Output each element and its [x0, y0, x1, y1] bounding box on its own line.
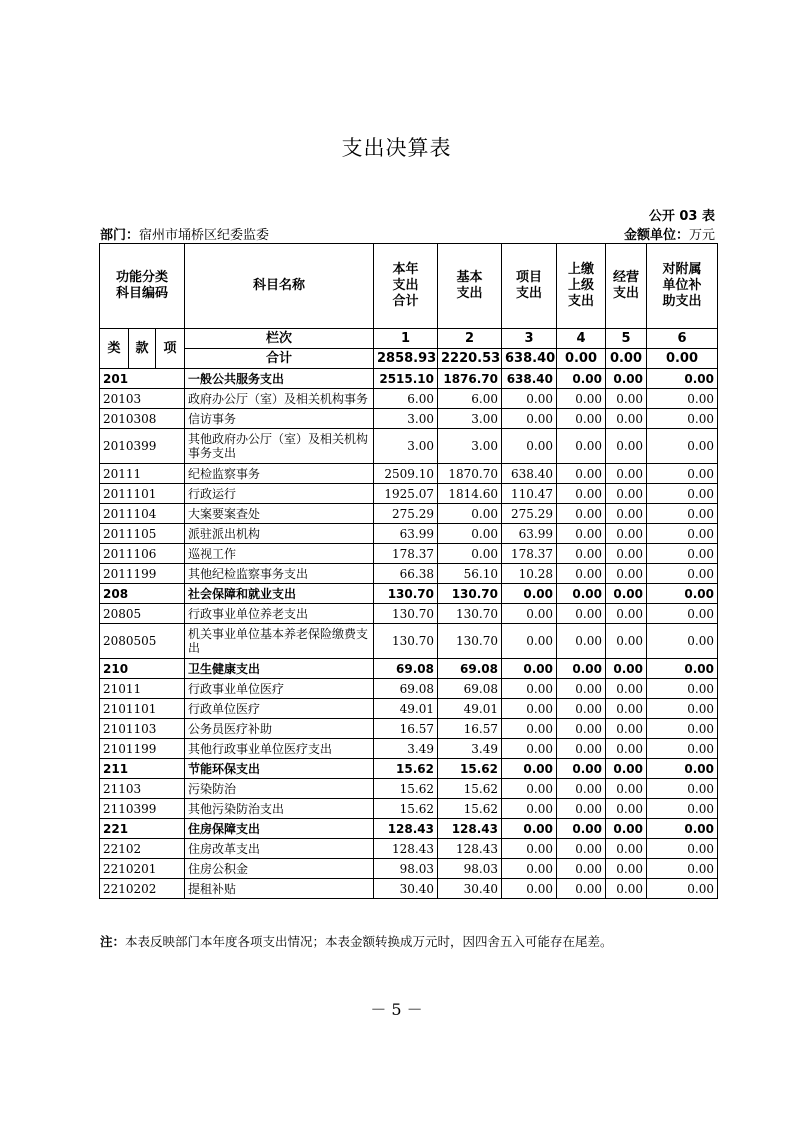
row-value: 0.00 [502, 699, 557, 719]
total-value: 638.40 [502, 349, 557, 369]
row-value: 0.00 [557, 819, 606, 839]
row-value: 0.00 [647, 859, 718, 879]
row-value: 0.00 [606, 819, 647, 839]
total-value: 2858.93 [374, 349, 438, 369]
row-value: 0.00 [647, 819, 718, 839]
row-value: 0.00 [557, 429, 606, 464]
table-row [100, 699, 718, 719]
row-value: 69.08 [438, 679, 502, 699]
column-index-4: 4 [557, 329, 606, 349]
row-value: 0.00 [647, 584, 718, 604]
row-value: 0.00 [557, 504, 606, 524]
row-code: 2101199 [100, 739, 185, 759]
header-code: 功能分类 科目编码 [100, 244, 185, 329]
row-code: 2011106 [100, 544, 185, 564]
row-value: 30.40 [438, 879, 502, 899]
row-value: 130.70 [374, 604, 438, 624]
row-value: 0.00 [557, 659, 606, 679]
row-value: 178.37 [502, 544, 557, 564]
header-upper: 上缴 上级 支出 [557, 244, 606, 329]
row-value: 0.00 [502, 879, 557, 899]
row-value: 15.62 [438, 799, 502, 819]
row-code: 2011101 [100, 484, 185, 504]
row-name: 污染防治 [185, 779, 374, 799]
row-code: 221 [100, 819, 185, 839]
page-number: － 5 － [370, 1000, 423, 1019]
table-row [100, 504, 718, 524]
row-value: 0.00 [557, 879, 606, 899]
row-value: 30.40 [374, 879, 438, 899]
header-project: 项目 支出 [502, 244, 557, 329]
table-row [100, 739, 718, 759]
table-row [100, 839, 718, 859]
row-value: 0.00 [606, 779, 647, 799]
row-code: 208 [100, 584, 185, 604]
row-value: 0.00 [557, 699, 606, 719]
row-value: 3.00 [438, 409, 502, 429]
table-row [100, 389, 718, 409]
row-code: 22102 [100, 839, 185, 859]
row-value: 0.00 [647, 779, 718, 799]
table-row [100, 859, 718, 879]
row-value: 0.00 [502, 799, 557, 819]
table-row [100, 464, 718, 484]
header-xiang: 项 [156, 329, 185, 369]
row-value: 2509.10 [374, 464, 438, 484]
row-value: 3.49 [374, 739, 438, 759]
row-value: 69.08 [374, 679, 438, 699]
row-name: 巡视工作 [185, 544, 374, 564]
row-value: 0.00 [647, 464, 718, 484]
row-value: 15.62 [374, 759, 438, 779]
row-value: 3.00 [374, 409, 438, 429]
row-code: 21103 [100, 779, 185, 799]
row-value: 3.00 [438, 429, 502, 464]
row-name: 行政单位医疗 [185, 699, 374, 719]
table-row [100, 564, 718, 584]
row-name: 社会保障和就业支出 [185, 584, 374, 604]
row-value: 0.00 [606, 409, 647, 429]
row-value: 0.00 [557, 409, 606, 429]
row-value: 130.70 [374, 624, 438, 659]
row-code: 20103 [100, 389, 185, 409]
table-row [100, 484, 718, 504]
row-value: 1870.70 [438, 464, 502, 484]
row-name: 公务员医疗补助 [185, 719, 374, 739]
row-value: 0.00 [606, 389, 647, 409]
row-value: 0.00 [647, 799, 718, 819]
row-value: 0.00 [606, 604, 647, 624]
row-value: 0.00 [647, 409, 718, 429]
row-value: 0.00 [438, 524, 502, 544]
row-name: 大案要案查处 [185, 504, 374, 524]
row-value: 0.00 [606, 879, 647, 899]
row-value: 0.00 [557, 464, 606, 484]
row-value: 0.00 [647, 369, 718, 389]
row-code: 20805 [100, 604, 185, 624]
row-value: 15.62 [374, 779, 438, 799]
row-value: 0.00 [557, 564, 606, 584]
row-value: 0.00 [647, 604, 718, 624]
row-value: 0.00 [647, 839, 718, 859]
row-value: 69.08 [374, 659, 438, 679]
column-index-2: 2 [438, 329, 502, 349]
note-text: 本表反映部门本年度各项支出情况；本表金额转换成万元时，因四舍五入可能存在尾差。 [125, 934, 613, 949]
row-name: 信访事务 [185, 409, 374, 429]
header-name: 科目名称 [185, 244, 374, 329]
row-value: 0.00 [606, 464, 647, 484]
row-value: 0.00 [557, 799, 606, 819]
table-row [100, 604, 718, 624]
row-value: 110.47 [502, 484, 557, 504]
row-code: 21011 [100, 679, 185, 699]
column-index-5: 5 [606, 329, 647, 349]
row-value: 0.00 [502, 659, 557, 679]
row-value: 0.00 [606, 759, 647, 779]
row-value: 0.00 [606, 524, 647, 544]
row-value: 0.00 [606, 369, 647, 389]
row-value: 0.00 [502, 584, 557, 604]
row-value: 0.00 [438, 544, 502, 564]
row-name: 机关事业单位基本养老保险缴费支出 [185, 624, 374, 659]
row-name: 政府办公厅（室）及相关机构事务 [185, 389, 374, 409]
row-value: 0.00 [557, 604, 606, 624]
row-value: 0.00 [647, 739, 718, 759]
row-value: 56.10 [438, 564, 502, 584]
row-value: 0.00 [647, 504, 718, 524]
row-value: 0.00 [606, 679, 647, 699]
header-total: 本年 支出 合计 [374, 244, 438, 329]
note-label: 注： [100, 934, 126, 949]
row-value: 0.00 [647, 429, 718, 464]
row-code: 2101101 [100, 699, 185, 719]
row-value: 6.00 [438, 389, 502, 409]
form-number: 公开 03 表 [648, 209, 715, 224]
row-name: 住房保障支出 [185, 819, 374, 839]
total-value: 0.00 [647, 349, 718, 369]
row-value: 0.00 [606, 484, 647, 504]
table-row [100, 679, 718, 699]
row-value: 15.62 [374, 799, 438, 819]
row-code: 210 [100, 659, 185, 679]
row-code: 2010399 [100, 429, 185, 464]
row-value: 178.37 [374, 544, 438, 564]
row-value: 0.00 [502, 779, 557, 799]
row-value: 63.99 [502, 524, 557, 544]
row-value: 0.00 [557, 739, 606, 759]
row-value: 0.00 [557, 389, 606, 409]
total-value: 0.00 [606, 349, 647, 369]
row-name: 行政运行 [185, 484, 374, 504]
row-value: 0.00 [502, 739, 557, 759]
row-value: 0.00 [606, 584, 647, 604]
row-value: 0.00 [647, 679, 718, 699]
row-value: 15.62 [438, 759, 502, 779]
row-value: 275.29 [374, 504, 438, 524]
row-name: 行政事业单位医疗 [185, 679, 374, 699]
row-value: 0.00 [557, 779, 606, 799]
row-value: 0.00 [502, 719, 557, 739]
row-code: 2011105 [100, 524, 185, 544]
unit-line [624, 224, 715, 243]
row-value: 128.43 [374, 839, 438, 859]
table-row [100, 799, 718, 819]
table-row [100, 659, 718, 679]
row-value: 275.29 [502, 504, 557, 524]
row-value: 130.70 [438, 624, 502, 659]
column-index-6: 6 [647, 329, 718, 349]
row-name: 卫生健康支出 [185, 659, 374, 679]
row-value: 0.00 [606, 859, 647, 879]
row-name: 其他政府办公厅（室）及相关机构事务支出 [185, 429, 374, 464]
row-value: 638.40 [502, 369, 557, 389]
table-row [100, 524, 718, 544]
unit-value: 万元 [688, 228, 715, 243]
row-code: 2210201 [100, 859, 185, 879]
row-value: 0.00 [647, 719, 718, 739]
column-index-1: 1 [374, 329, 438, 349]
row-value: 0.00 [647, 524, 718, 544]
row-value: 98.03 [374, 859, 438, 879]
row-value: 0.00 [606, 429, 647, 464]
footnote [100, 932, 613, 950]
row-value: 0.00 [557, 839, 606, 859]
row-value: 0.00 [606, 544, 647, 564]
row-name: 行政事业单位养老支出 [185, 604, 374, 624]
row-value: 0.00 [647, 699, 718, 719]
header-basic: 基本 支出 [438, 244, 502, 329]
row-value: 130.70 [374, 584, 438, 604]
row-code: 2011104 [100, 504, 185, 524]
row-name: 其他污染防治支出 [185, 799, 374, 819]
expenditure-table [99, 243, 718, 899]
row-name: 其他行政事业单位医疗支出 [185, 739, 374, 759]
row-value: 0.00 [606, 504, 647, 524]
row-name: 纪检监察事务 [185, 464, 374, 484]
row-value: 0.00 [502, 839, 557, 859]
row-code: 2010308 [100, 409, 185, 429]
row-value: 0.00 [647, 759, 718, 779]
row-value: 0.00 [606, 624, 647, 659]
table-row [100, 584, 718, 604]
row-value: 0.00 [557, 524, 606, 544]
row-code: 2210202 [100, 879, 185, 899]
row-value: 1814.60 [438, 484, 502, 504]
row-value: 0.00 [557, 859, 606, 879]
row-name: 住房改革支出 [185, 839, 374, 859]
row-value: 1876.70 [438, 369, 502, 389]
row-value: 0.00 [606, 699, 647, 719]
row-value: 128.43 [438, 819, 502, 839]
row-value: 0.00 [502, 389, 557, 409]
row-value: 98.03 [438, 859, 502, 879]
header-kuan: 款 [129, 329, 156, 369]
row-value: 0.00 [502, 624, 557, 659]
row-value: 0.00 [606, 839, 647, 859]
total-value: 0.00 [557, 349, 606, 369]
department-line [100, 224, 269, 243]
row-value: 49.01 [438, 699, 502, 719]
row-value: 1925.07 [374, 484, 438, 504]
unit-label: 金额单位： [623, 228, 689, 243]
row-code: 2080505 [100, 624, 185, 659]
row-value: 63.99 [374, 524, 438, 544]
row-name: 派驻派出机构 [185, 524, 374, 544]
row-code: 2011199 [100, 564, 185, 584]
row-value: 0.00 [647, 484, 718, 504]
row-value: 0.00 [647, 544, 718, 564]
row-value: 15.62 [438, 779, 502, 799]
row-value: 0.00 [557, 544, 606, 564]
row-value: 49.01 [374, 699, 438, 719]
row-value: 0.00 [438, 504, 502, 524]
row-value: 16.57 [374, 719, 438, 739]
header-business: 经营 支出 [606, 244, 647, 329]
row-value: 0.00 [606, 719, 647, 739]
row-value: 0.00 [606, 799, 647, 819]
department-value: 宿州市埇桥区纪委监委 [139, 228, 270, 243]
row-name: 其他纪检监察事务支出 [185, 564, 374, 584]
header-lanci: 栏次 [185, 329, 374, 349]
page-title: 支出决算表 [341, 136, 452, 160]
row-value: 0.00 [557, 719, 606, 739]
row-name: 住房公积金 [185, 859, 374, 879]
row-value: 6.00 [374, 389, 438, 409]
table-row [100, 544, 718, 564]
table-row [100, 369, 718, 389]
row-value: 0.00 [502, 409, 557, 429]
row-value: 0.00 [647, 879, 718, 899]
row-value: 0.00 [647, 564, 718, 584]
header-subsidiary: 对附属 单位补 助支出 [647, 244, 718, 329]
row-value: 0.00 [557, 484, 606, 504]
row-value: 0.00 [502, 429, 557, 464]
row-code: 2101103 [100, 719, 185, 739]
row-code: 211 [100, 759, 185, 779]
row-value: 0.00 [502, 604, 557, 624]
row-value: 0.00 [606, 659, 647, 679]
row-value: 130.70 [438, 584, 502, 604]
row-value: 0.00 [557, 679, 606, 699]
row-value: 0.00 [557, 369, 606, 389]
row-value: 0.00 [557, 759, 606, 779]
row-value: 10.28 [502, 564, 557, 584]
total-label: 合计 [185, 349, 374, 369]
row-value: 0.00 [502, 679, 557, 699]
row-code: 201 [100, 369, 185, 389]
row-value: 0.00 [606, 564, 647, 584]
row-value: 16.57 [438, 719, 502, 739]
table-row [100, 429, 718, 464]
table-row [100, 779, 718, 799]
row-name: 一般公共服务支出 [185, 369, 374, 389]
row-value: 638.40 [502, 464, 557, 484]
row-value: 128.43 [374, 819, 438, 839]
row-value: 130.70 [438, 604, 502, 624]
row-value: 2515.10 [374, 369, 438, 389]
row-value: 3.49 [438, 739, 502, 759]
table-row [100, 879, 718, 899]
column-index-3: 3 [502, 329, 557, 349]
row-value: 0.00 [647, 389, 718, 409]
total-value: 2220.53 [438, 349, 502, 369]
row-code: 2110399 [100, 799, 185, 819]
row-value: 0.00 [502, 859, 557, 879]
row-value: 0.00 [502, 759, 557, 779]
row-value: 0.00 [502, 819, 557, 839]
table-row [100, 719, 718, 739]
row-value: 0.00 [647, 624, 718, 659]
header-lei: 类 [100, 329, 129, 369]
row-value: 0.00 [557, 624, 606, 659]
row-value: 0.00 [647, 659, 718, 679]
row-value: 0.00 [606, 739, 647, 759]
table-row [100, 759, 718, 779]
row-value: 66.38 [374, 564, 438, 584]
table-row [100, 409, 718, 429]
row-name: 提租补贴 [185, 879, 374, 899]
row-name: 节能环保支出 [185, 759, 374, 779]
department-label: 部门： [100, 228, 140, 243]
table-row [100, 819, 718, 839]
row-code: 20111 [100, 464, 185, 484]
row-value: 128.43 [438, 839, 502, 859]
row-value: 69.08 [438, 659, 502, 679]
row-value: 0.00 [557, 584, 606, 604]
table-row [100, 624, 718, 659]
row-value: 3.00 [374, 429, 438, 464]
